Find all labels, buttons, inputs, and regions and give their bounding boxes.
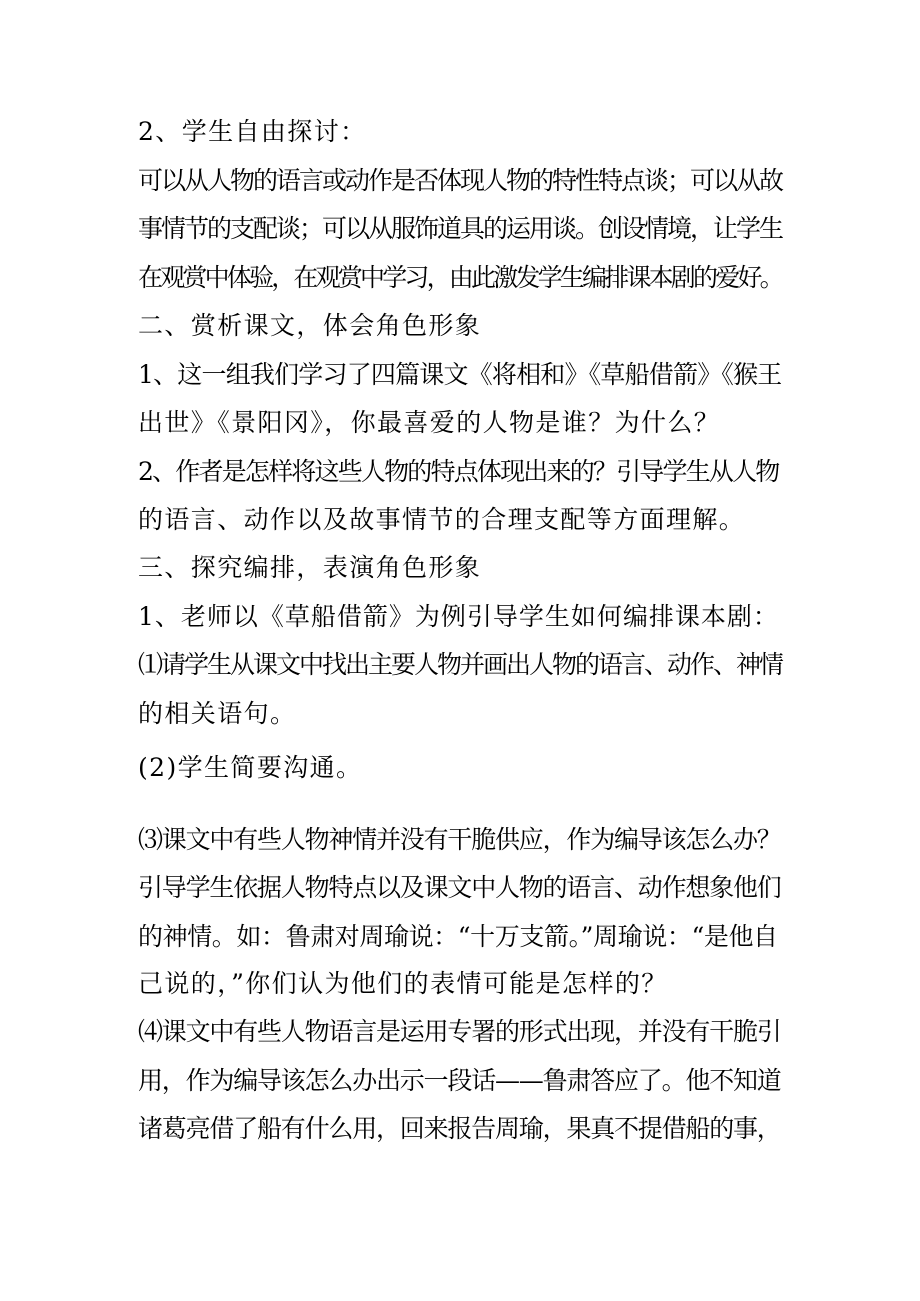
section-heading-3: 三、探究编排，表演角色形象 bbox=[138, 553, 482, 582]
text-line-3: 事情节的支配谈；可以从服饰道具的运用谈。创设情境，让学生 bbox=[138, 214, 783, 243]
text-line-14: (2)学生简要沟通。 bbox=[138, 753, 363, 782]
text-line-1: 2、学生自由探讨： bbox=[138, 117, 367, 146]
text-line-20: 用，作为编导该怎么办出示一段话——鲁肃答应了。他不知道 bbox=[138, 1066, 781, 1095]
text-line-15: ⑶课文中有些人物神情并没有干脆供应，作为编导该怎么办？ bbox=[138, 825, 781, 854]
text-line-4: 在观赏中体验，在观赏中学习，由此激发学生编排课本剧的爱好。 bbox=[138, 263, 782, 292]
text-line-13: 的相关语句。 bbox=[138, 699, 297, 728]
text-line-9: 的语言、动作以及故事情节的合理支配等方面理解。 bbox=[138, 505, 746, 534]
text-line-6: 1、这一组我们学习了四篇课文《将相和》《草船借箭》《猴王 bbox=[138, 360, 782, 389]
text-line-18: 己说的，”你们认为他们的表情可能是怎样的？ bbox=[138, 969, 668, 998]
text-line-12: ⑴请学生从课文中找出主要人物并画出人物的语言、动作、神情 bbox=[138, 650, 783, 679]
text-line-17: 的神情。如：鲁肃对周瑜说：“十万支箭。”周瑜说：“是他自 bbox=[138, 922, 778, 951]
text-line-7: 出世》《景阳冈》，你最喜爱的人物是谁？为什么？ bbox=[138, 408, 721, 437]
text-line-16: 引导学生依据人物特点以及课文中人物的语言、动作想象他们 bbox=[138, 873, 781, 902]
text-line-8: 2、作者是怎样将这些人物的特点体现出来的？引导学生从人物 bbox=[138, 457, 779, 486]
text-line-2: 可以从人物的语言或动作是否体现人物的特性特点谈；可以从故 bbox=[138, 166, 783, 195]
text-line-21: 诸葛亮借了船有什么用，回来报告周瑜，果真不提借船的事， bbox=[138, 1114, 781, 1143]
text-line-19: ⑷课文中有些人物语言是运用专署的形式出现，并没有干脆引 bbox=[138, 1017, 781, 1046]
text-line-11: 1、老师以《草船借箭》为例引导学生如何编排课本剧： bbox=[138, 602, 779, 631]
section-heading-2: 二、赏析课文，体会角色形象 bbox=[138, 311, 482, 340]
